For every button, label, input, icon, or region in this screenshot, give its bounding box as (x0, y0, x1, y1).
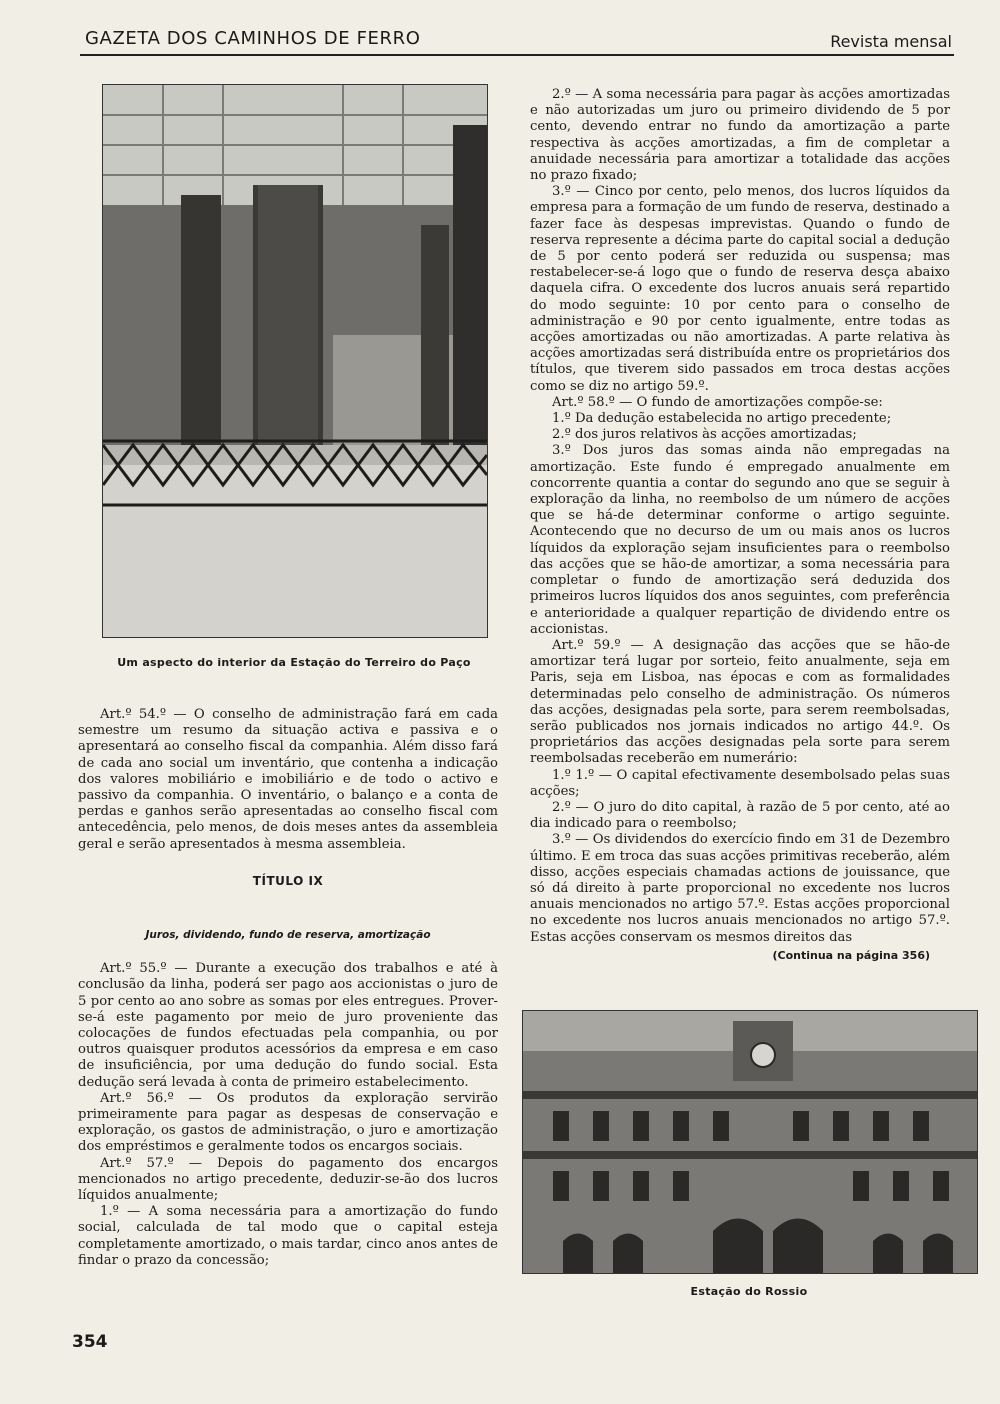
bottom-photo-caption: Estação do Rossio (690, 1285, 808, 1298)
journal-title: GAZETA DOS CAMINHOS DE FERRO (85, 28, 421, 49)
article-54: Art.º 54.º — O conselho de administração fará em cada semestre um resumo da situação activa e passiva e o apresentará ao conselho fiscal da companhia. Além disso fará de cada ano social um inventário, que contenha a indicação dos valores mobiliário e imobiliário e de todo o activo e passivo da companhia. O inventário, o balanço e a conta de perdas e ganhos serão apresentadas ao conselho fiscal com antecedência, pelo menos, de dois meses antes da assembleia geral e serão apresentados à mesma assembleia. (78, 707, 498, 852)
journal-subtitle: Revista mensal (830, 32, 952, 51)
article-56: Art.º 56.º — Os produtos da exploração servirão primeiramente para pagar as despesas de conservação e exploração, os gastos de administração, o juro e amortização dos empréstimos e geralmente todos os encargos sociais. (78, 1090, 498, 1155)
article-57-item-1: 1.º — A soma necessária para a amortização do fundo social, calculada de tal modo que o capital esteja completamente amortizado, o mais tardar, cinco anos antes de findar o prazo da concessão; (78, 1204, 498, 1268)
paragraph: 3.º Dos juros das somas ainda não empregadas na amortização. Este fundo é empregado anualmente em concorrente quantia a contar do segundo ano que se seguir à exploração da linha, no reembolso de um número de acções que se há-de determinar conforme o artigo seguinte. Acontecendo que no decurso de um ou mais anos os lucros líquidos da exploração sejam insuficientes para o reembolso das acções que se hão-de amortizar, a soma necessária para completar o fundo de amortização será deduzida dos primeiros lucros líquidos dos anos seguintes, com preferência e anterioridade a qualquer repartição de dividendo entre os accionistas. (530, 443, 950, 637)
article-57: Art.º 57.º — Depois do pagamento dos encargos mencionados no artigo precedente, deduzir-se-ão dos lucros líquidos anualmente; (78, 1155, 498, 1204)
paragraph: 1.º 1.º — O capital efectivamente desembolsado pelas suas acções; (530, 767, 950, 799)
header-rule (80, 54, 954, 56)
top-photo-caption: Um aspecto do interior da Estação do Terreiro do Paço (117, 656, 471, 669)
article-58: Art.º 58.º — O fundo de amortizações compõe-se: (552, 394, 883, 410)
paragraph: 3.º — Cinco por cento, pelo menos, dos lucros líquidos da empresa para a formação de um fundo de reserva, destinado a fazer face às despesas imprevistas. Quando o fundo de reserva represente a décima parte do capital social a dedução de 5 por cento poderá ser reduzida ou suspensa; mas restabelecer-se-á logo que o fundo de reserva desça abaixo daquela cifra. O excedente dos lucros anuais será repartido do modo seguinte: 10 por cento para o conselho de administração e 90 por cento igualmente, entre todas as acções amortizadas ou não amortizadas. A parte relativa às acções amortizadas será distribuída entre os proprietários dos títulos, que tiverem sido passados em troca destas acções como se diz no artigo 59.º. (530, 184, 950, 394)
left-column (78, 707, 498, 1269)
station-interior-photo (102, 84, 488, 638)
continuation-note: (Continua na página 356) (772, 948, 930, 962)
article-55: Art.º 55.º — Durante a execução dos trabalhos e até à conclusão da linha, poderá ser pago aos accionistas o juro de 5 por cento ao ano sobre as somas por eles entregues. Prover-se-á este pagamento por meio de juro proveniente das colocações de fundos efectuadas pela companhia, ou por outros quaisquer produtos acessórios da empresa e em caso de insuficiência, por uma dedução do fundo social. Esta dedução será levada à conta de primeiro estabelecimento. (78, 961, 498, 1090)
paragraph: 2.º — A soma necessária para pagar às acções amortizadas e não autorizadas um juro ou primeiro dividendo de 5 por cento, devendo entrar no fundo da amortização a parte respectiva às acções amortizadas, a fim de completar a anuidade necessária para amortizar a totalidade das acções no prazo fixado; (530, 87, 950, 184)
paragraph: 3.º — Os dividendos do exercício findo em 31 de Dezembro último. E em troca das suas acções primitivas receberão, além disso, acções especiais chamadas actions de jouissance, que só dá direito à parte proporcional no excedente nos lucros anuais mencionados no artigo 57.º. Estas acções proporcional no excedente nos lucros anuais mencionados no artigo 57.º. Estas acções conservam os mesmos direitos das (530, 832, 950, 945)
rossio-station-photo (522, 1010, 978, 1274)
section-title: TÍTULO IX (252, 873, 324, 888)
page-number: 354 (72, 1332, 108, 1352)
paragraph: 1.º Da dedução estabelecida no artigo precedente; (552, 411, 892, 427)
right-column (530, 87, 950, 964)
paragraph: 2.º — O juro do dito capital, à razão de 5 por cento, até ao dia indicado para o reembolso; (530, 799, 950, 832)
section-subtitle: Juros, dividendo, fundo de reserva, amortização (145, 929, 431, 942)
paragraph: 2.º dos juros relativos às acções amortizadas; (552, 427, 857, 443)
article-59: Art.º 59.º — A designação das acções que se hão-de amortizar terá lugar por sorteio, feito anualmente, seja em Paris, seja em Lisboa, nas épocas e com as formalidades determinadas pelo conselho de administração. Os números das acções, designadas pela sorte, para serem reembolsadas, serão publicados nos jornais indicados no artigo 44.º. Os proprietários das acções designadas pela sorte para serem reembolsadas receberão em numerário: (530, 637, 950, 767)
